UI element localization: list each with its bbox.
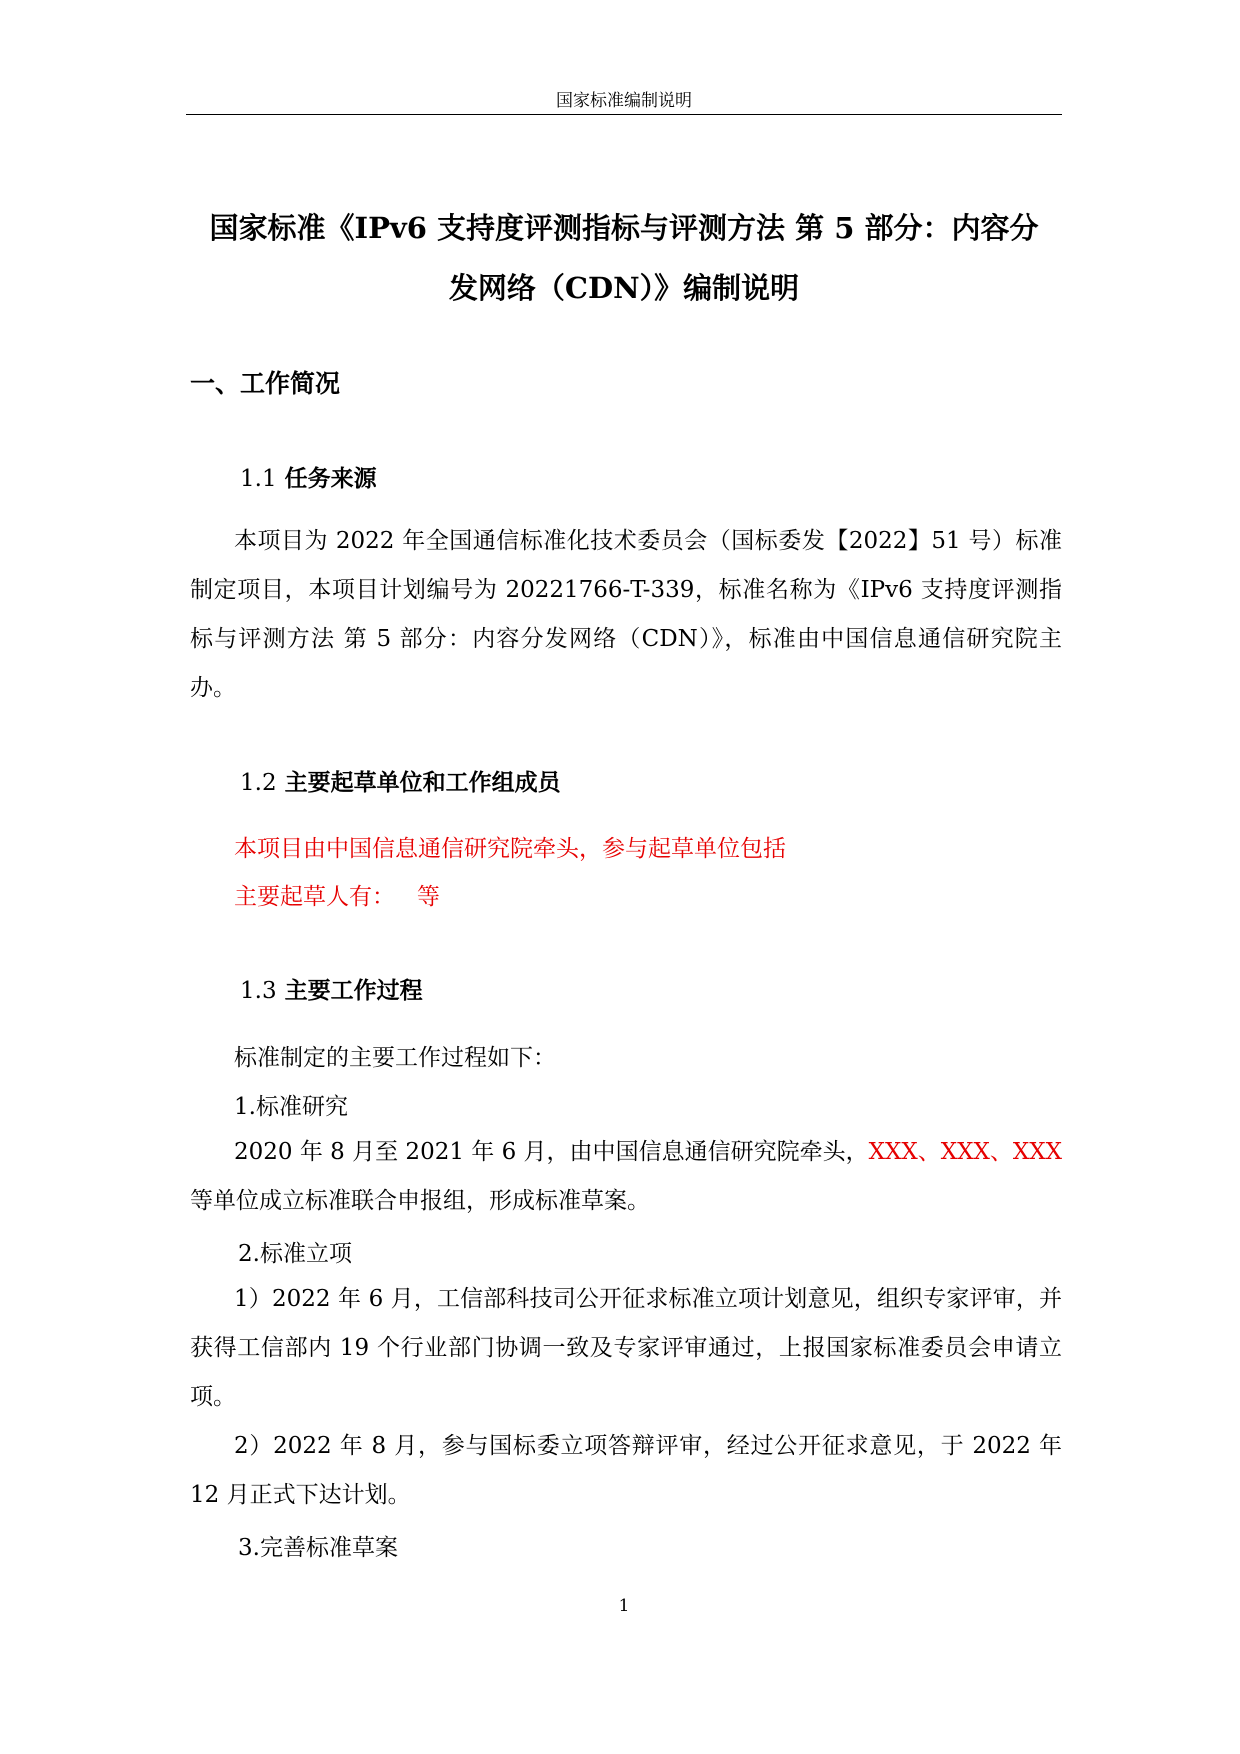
step-3-title: 3.完善标准草案 bbox=[238, 1535, 398, 1561]
subsection-1-3-heading bbox=[240, 972, 423, 1005]
step-2-title: 2.标准立项 bbox=[238, 1241, 352, 1267]
task-source-paragraph: 本项目为 2022 年全国通信标准化技术委员会（国标委发【2022】51 号）标准制定项目，本项目计划编号为 20221766-T-339，标准名称为《IPv6 支持度评测指标与评测方法 第 5 部分：内容分发网络（CDN）》，标准由中国信息通信研究院主办。 bbox=[190, 528, 1062, 701]
drafters-line: 主要起草人有： 等 bbox=[234, 884, 440, 910]
step-2-item-2: 2）2022 年 8 月，参与国标委立项答辩评审，经过公开征求意见，于 2022 年 12 月正式下达计划。 bbox=[190, 1433, 1062, 1508]
subsection-1-3-number: 1.3 bbox=[240, 978, 277, 1004]
step-1-text-a: 2020 年 8 月至 2021 年 6 月，由中国信息通信研究院牵头， bbox=[234, 1139, 869, 1165]
subsection-1-2-number: 1.2 bbox=[240, 770, 277, 796]
drafting-units-line: 本项目由中国信息通信研究院牵头，参与起草单位包括 bbox=[234, 836, 786, 862]
process-intro: 标准制定的主要工作过程如下： bbox=[234, 1045, 556, 1071]
step-1-text-b: 等单位成立标准联合申报组，形成标准草案。 bbox=[190, 1188, 650, 1214]
subsection-1-1-heading bbox=[240, 460, 377, 493]
subsection-1-2-heading bbox=[240, 764, 561, 797]
subsection-1-2-title: 主要起草单位和工作组成员 bbox=[284, 769, 561, 796]
subsection-1-3-title: 主要工作过程 bbox=[284, 977, 423, 1004]
step-1-title: 1.标准研究 bbox=[234, 1094, 348, 1120]
step-1-paragraph bbox=[190, 1128, 1062, 1226]
page-number: 1 bbox=[618, 1596, 630, 1616]
step-2-item-1: 1）2022 年 6 月，工信部科技司公开征求标准立项计划意见，组织专家评审，并获得工信部内 19 个行业部门协调一致及专家评审通过，上报国家标准委员会申请立项。 bbox=[190, 1286, 1062, 1410]
title-line-1: 国家标准《IPv6 支持度评测指标与评测方法 第 5 部分：内容分 bbox=[209, 211, 1039, 245]
step-1-units-highlight: XXX、XXX、XXX bbox=[868, 1139, 1062, 1165]
subsection-1-1-number: 1.1 bbox=[240, 466, 277, 492]
page-header: 国家标准编制说明 bbox=[556, 91, 692, 111]
document-title bbox=[186, 198, 1062, 318]
subsection-1-1-title: 任务来源 bbox=[284, 465, 377, 492]
header-rule bbox=[186, 114, 1062, 115]
title-line-2: 发网络（CDN）》编制说明 bbox=[448, 271, 800, 305]
section-1-heading: 一、工作简况 bbox=[190, 369, 341, 398]
